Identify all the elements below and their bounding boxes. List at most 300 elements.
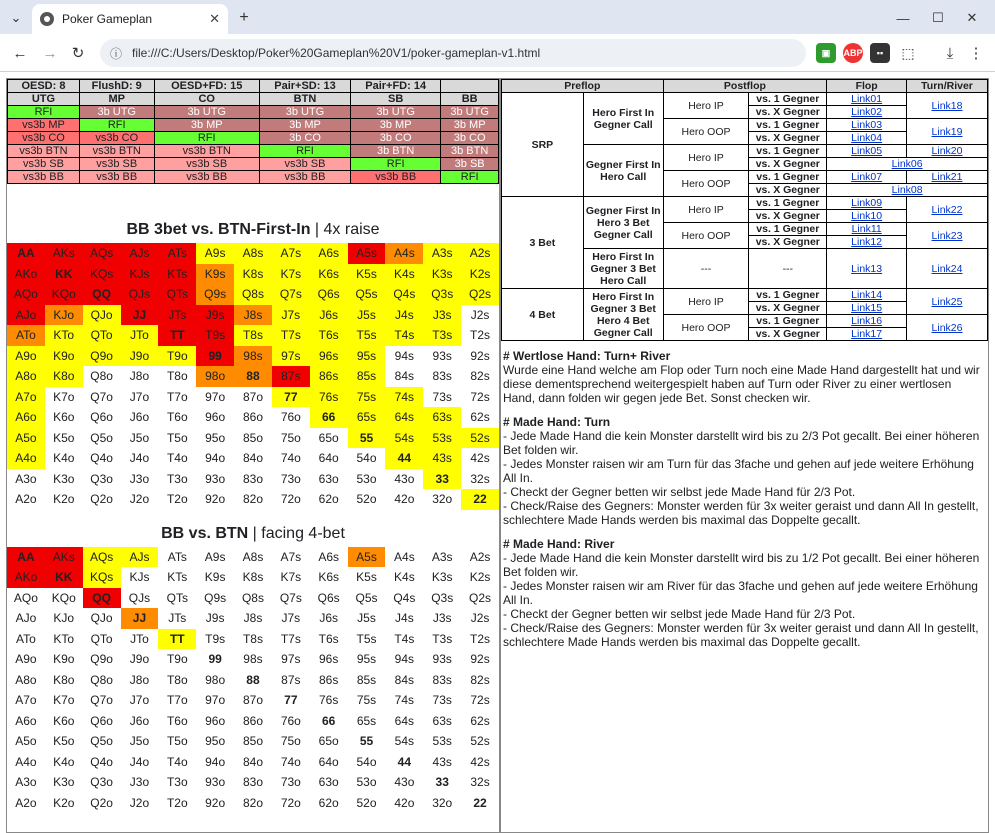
hand-cell: K9o bbox=[45, 649, 83, 670]
hand-cell: 64o bbox=[310, 752, 348, 773]
vx-label: vs. X Gegner bbox=[749, 184, 827, 197]
hand-cell: 72s bbox=[461, 387, 499, 408]
hand-cell: A5s bbox=[348, 547, 386, 568]
link13[interactable]: Link13 bbox=[851, 262, 883, 275]
hand-cell: Q7s bbox=[272, 284, 310, 305]
hand-cell: 32s bbox=[461, 772, 499, 793]
hand-cell: T8s bbox=[234, 629, 272, 650]
hand-cell: 92s bbox=[461, 346, 499, 367]
hand-cell: 42s bbox=[461, 752, 499, 773]
link11[interactable]: Link11 bbox=[851, 223, 882, 235]
back-icon[interactable]: ← bbox=[12, 44, 28, 62]
hand-cell: Q7s bbox=[272, 588, 310, 609]
position-cell: vs3b SB bbox=[79, 158, 154, 171]
position-cell: 3b BTN bbox=[441, 145, 499, 158]
hand-cell: K6s bbox=[310, 567, 348, 588]
hand-cell: A9o bbox=[7, 346, 45, 367]
close-tab-icon[interactable]: ✕ bbox=[209, 11, 220, 26]
hand-cell: A7o bbox=[7, 387, 45, 408]
hand-cell: T3s bbox=[423, 629, 461, 650]
hand-cell: Q9s bbox=[196, 284, 234, 305]
hand-cell: AKo bbox=[7, 264, 45, 285]
link14[interactable]: Link14 bbox=[851, 289, 883, 301]
hand-cell: T5o bbox=[158, 731, 196, 752]
hand-cell: Q4o bbox=[83, 752, 121, 773]
hand-cell: A2o bbox=[7, 489, 45, 510]
hand-cell: K8s bbox=[234, 264, 272, 285]
oop-label: Hero OOP bbox=[663, 315, 749, 341]
hand-cell: T7s bbox=[272, 629, 310, 650]
hand-cell: 32s bbox=[461, 469, 499, 490]
hand-cell: JTo bbox=[121, 325, 159, 346]
hand-cell: J8o bbox=[121, 366, 159, 387]
hand-cell: A3o bbox=[7, 469, 45, 490]
hand-cell: K3o bbox=[45, 469, 83, 490]
hand-cell: 97o bbox=[196, 387, 234, 408]
col-preflop: Preflop bbox=[502, 80, 664, 93]
hand-cell: A5o bbox=[7, 731, 45, 752]
link21[interactable]: Link21 bbox=[931, 171, 963, 183]
hand-cell: T6s bbox=[310, 629, 348, 650]
tab-strip bbox=[0, 0, 995, 34]
position-cell: RFI bbox=[154, 132, 259, 145]
hand-cell: J5o bbox=[121, 731, 159, 752]
hand-cell: A4o bbox=[7, 448, 45, 469]
hand-cell: 84s bbox=[385, 670, 423, 691]
hand-cell: A2s bbox=[461, 547, 499, 568]
link22[interactable]: Link22 bbox=[931, 203, 963, 216]
hand-cell: T5o bbox=[158, 428, 196, 449]
hand-cell: A9o bbox=[7, 649, 45, 670]
position-cell: vs3b CO bbox=[79, 132, 154, 145]
close-window-icon[interactable]: ✕ bbox=[966, 10, 978, 25]
hand-cell: 98s bbox=[234, 649, 272, 670]
toolbar bbox=[0, 34, 995, 72]
hand-cell: J6o bbox=[121, 407, 159, 428]
v1-label: vs. 1 Gegner bbox=[749, 145, 827, 158]
note-text: Wurde eine Hand welche am Flop oder Turn noch eine Made Hand dargestellt hat und wir diese dementsprechend weitergespielt haben auf Turn oder River zu einer wertlosen Hand, dann folden wir gegen jede Bet. Sonst checken wir. bbox=[503, 363, 980, 405]
hand-cell: KQs bbox=[83, 264, 121, 285]
hand-cell: Q4s bbox=[385, 284, 423, 305]
hand-cell: A4s bbox=[385, 547, 423, 568]
hand-cell: J8s bbox=[234, 608, 272, 629]
link26[interactable]: Link26 bbox=[931, 321, 963, 334]
browser-tab[interactable] bbox=[32, 4, 228, 34]
link05[interactable]: Link05 bbox=[851, 145, 883, 157]
hand-cell: T2o bbox=[158, 489, 196, 510]
hand-cell: 65o bbox=[310, 731, 348, 752]
hand-cell: K8o bbox=[45, 366, 83, 387]
hand-cell: T3o bbox=[158, 469, 196, 490]
hand-cell: T6o bbox=[158, 407, 196, 428]
hand-cell: 63s bbox=[423, 711, 461, 732]
hand-cell: J7s bbox=[272, 305, 310, 326]
hand-cell: 65s bbox=[348, 711, 386, 732]
v1-label: vs. 1 Gegner bbox=[749, 223, 827, 236]
link08[interactable]: Link08 bbox=[891, 184, 923, 196]
link06[interactable]: Link06 bbox=[891, 158, 923, 170]
position-cell: vs3b BTN bbox=[154, 145, 259, 158]
hand-cell: 52o bbox=[348, 793, 386, 814]
link03[interactable]: Link03 bbox=[851, 119, 883, 131]
hand-cell: K7o bbox=[45, 690, 83, 711]
position-cell: vs3b SB bbox=[8, 158, 80, 171]
hand-cell: 42o bbox=[385, 793, 423, 814]
hand-cell: KTo bbox=[45, 629, 83, 650]
hand-cell: 93s bbox=[423, 346, 461, 367]
hand-cell: 88 bbox=[234, 670, 272, 691]
hand-cell: QTo bbox=[83, 325, 121, 346]
hand-cell: K4o bbox=[45, 448, 83, 469]
hand-cell: Q3o bbox=[83, 469, 121, 490]
hand-cell: 43o bbox=[385, 772, 423, 793]
link24[interactable]: Link24 bbox=[931, 262, 963, 275]
hand-cell: 77 bbox=[272, 690, 310, 711]
hand-cell: Q8o bbox=[83, 670, 121, 691]
range-matrix-4bet bbox=[7, 547, 499, 814]
hand-cell: T9s bbox=[196, 629, 234, 650]
hand-cell: QTs bbox=[158, 588, 196, 609]
draw-stat: OESD: 8 bbox=[8, 80, 80, 93]
hand-cell: K4s bbox=[385, 264, 423, 285]
hand-cell: 75s bbox=[348, 690, 386, 711]
draw-stat: Pair+SD: 13 bbox=[259, 80, 350, 93]
hand-cell: K9s bbox=[196, 264, 234, 285]
hand-cell: T2s bbox=[461, 325, 499, 346]
hand-cell: 73o bbox=[272, 772, 310, 793]
hand-cell: 98o bbox=[196, 366, 234, 387]
hand-cell: JJ bbox=[121, 608, 159, 629]
hand-cell: 96s bbox=[310, 346, 348, 367]
note-text: - Check/Raise des Gegners: Monster werden für 3x weiter geraist und dann All In gestellt, schlechtere Made Hands werden bis maximal das Doppelte gecallt. bbox=[503, 621, 979, 649]
note-text: - Jedes Monster raisen wir am River für das 3fache und gehen auf jede weitere Erhöhung All In. bbox=[503, 579, 978, 607]
hand-cell: QQ bbox=[83, 588, 121, 609]
hand-cell: T6s bbox=[310, 325, 348, 346]
hand-cell: A9s bbox=[196, 547, 234, 568]
hand-cell: J3o bbox=[121, 772, 159, 793]
hand-cell: K5s bbox=[348, 567, 386, 588]
hand-cell: 42o bbox=[385, 489, 423, 510]
hand-cell: 96s bbox=[310, 649, 348, 670]
hand-cell: 74o bbox=[272, 448, 310, 469]
hand-cell: 86s bbox=[310, 366, 348, 387]
vx-label: vs. X Gegner bbox=[749, 158, 827, 171]
note-heading: # Made Hand: River bbox=[503, 537, 615, 551]
hand-cell: 83o bbox=[234, 469, 272, 490]
address-bar[interactable] bbox=[100, 39, 806, 67]
position-cell: vs3b MP bbox=[8, 119, 80, 132]
link10[interactable]: Link10 bbox=[851, 210, 883, 222]
hand-cell: T2s bbox=[461, 629, 499, 650]
hand-cell: K9o bbox=[45, 346, 83, 367]
hand-cell: 42s bbox=[461, 448, 499, 469]
hand-cell: 94o bbox=[196, 448, 234, 469]
hand-cell: T9o bbox=[158, 346, 196, 367]
oop-label: Hero OOP bbox=[663, 223, 749, 249]
download-icon[interactable]: ⤓ bbox=[946, 44, 954, 62]
position-cell: vs3b BB bbox=[351, 171, 441, 184]
note-heading: # Wertlose Hand: Turn+ River bbox=[503, 349, 671, 363]
position-cell: 3b MP bbox=[441, 119, 499, 132]
hand-cell: 32o bbox=[423, 489, 461, 510]
hand-cell: 55 bbox=[348, 731, 386, 752]
hand-cell: 97s bbox=[272, 346, 310, 367]
hand-cell: 85s bbox=[348, 670, 386, 691]
hand-cell: 82o bbox=[234, 793, 272, 814]
position-cell: 3b BTN bbox=[351, 145, 441, 158]
hand-cell: K3s bbox=[423, 264, 461, 285]
hand-cell: 97o bbox=[196, 690, 234, 711]
position-header: CO bbox=[154, 93, 259, 106]
hand-cell: 83s bbox=[423, 670, 461, 691]
link09[interactable]: Link09 bbox=[851, 197, 883, 209]
maximize-icon[interactable]: ☐ bbox=[932, 10, 944, 25]
hand-cell: TT bbox=[158, 325, 196, 346]
hand-cell: 95o bbox=[196, 428, 234, 449]
hand-cell: A7s bbox=[272, 547, 310, 568]
hand-cell: A6o bbox=[7, 711, 45, 732]
hand-cell: J4o bbox=[121, 448, 159, 469]
link25[interactable]: Link25 bbox=[931, 295, 963, 308]
hand-cell: T3o bbox=[158, 772, 196, 793]
hand-cell: 75o bbox=[272, 428, 310, 449]
hand-cell: AJs bbox=[121, 243, 159, 264]
hand-cell: K6o bbox=[45, 407, 83, 428]
hand-cell: A4s bbox=[385, 243, 423, 264]
hand-cell: K2o bbox=[45, 793, 83, 814]
hand-cell: K3s bbox=[423, 567, 461, 588]
link12[interactable]: Link12 bbox=[851, 236, 883, 248]
link18[interactable]: Link18 bbox=[931, 99, 963, 112]
hand-cell: Q8s bbox=[234, 588, 272, 609]
hand-cell: 85o bbox=[234, 731, 272, 752]
hand-cell: Q5s bbox=[348, 588, 386, 609]
link16[interactable]: Link16 bbox=[851, 315, 883, 327]
col-postflop: Postflop bbox=[663, 80, 827, 93]
hand-cell: Q4o bbox=[83, 448, 121, 469]
hand-cell: 82s bbox=[461, 366, 499, 387]
position-cell: 3b MP bbox=[259, 119, 350, 132]
hand-cell: KQo bbox=[45, 284, 83, 305]
hand-cell: AQo bbox=[7, 284, 45, 305]
url-text: file:///C:/Users/Desktop/Poker%20Gameplan%20V1/poker-gameplan-v1.html bbox=[132, 46, 541, 60]
hand-cell: J8s bbox=[234, 305, 272, 326]
hand-cell: Q6o bbox=[83, 407, 121, 428]
position-cell: vs3b BTN bbox=[79, 145, 154, 158]
hand-cell: 93o bbox=[196, 469, 234, 490]
hand-cell: KJs bbox=[121, 567, 159, 588]
hand-cell: 95s bbox=[348, 346, 386, 367]
link15[interactable]: Link15 bbox=[851, 302, 883, 314]
gameplan-table bbox=[501, 79, 988, 341]
hand-cell: J5s bbox=[348, 608, 386, 629]
hand-cell: J2o bbox=[121, 489, 159, 510]
hand-cell: TT bbox=[158, 629, 196, 650]
hand-cell: 86o bbox=[234, 711, 272, 732]
hand-cell: J6s bbox=[310, 305, 348, 326]
oop-label: Hero OOP bbox=[663, 119, 749, 145]
hand-cell: Q9o bbox=[83, 346, 121, 367]
hand-cell: 87s bbox=[272, 366, 310, 387]
hand-cell: J8o bbox=[121, 670, 159, 691]
hand-cell: 86s bbox=[310, 670, 348, 691]
hand-cell: 52o bbox=[348, 489, 386, 510]
hand-cell: 76o bbox=[272, 711, 310, 732]
hand-cell: 33 bbox=[423, 772, 461, 793]
hand-cell: AJo bbox=[7, 305, 45, 326]
hand-cell: 54s bbox=[385, 428, 423, 449]
3bet-label: 3 Bet bbox=[502, 197, 584, 289]
hand-cell: QQ bbox=[83, 284, 121, 305]
hand-cell: 76s bbox=[310, 387, 348, 408]
hand-cell: 98o bbox=[196, 670, 234, 691]
extension-green-icon[interactable]: ▣ bbox=[816, 43, 836, 63]
hand-cell: 94s bbox=[385, 649, 423, 670]
hand-cell: 95s bbox=[348, 649, 386, 670]
v1-label: vs. 1 Gegner bbox=[749, 119, 827, 132]
hand-cell: 54o bbox=[348, 752, 386, 773]
hand-cell: J2o bbox=[121, 793, 159, 814]
hand-cell: J6o bbox=[121, 711, 159, 732]
link07[interactable]: Link07 bbox=[851, 171, 883, 183]
4bet-label: 4 Bet bbox=[502, 289, 584, 341]
hand-cell: A6s bbox=[310, 243, 348, 264]
position-cell: vs3b BTN bbox=[8, 145, 80, 158]
dash-label: --- bbox=[749, 249, 827, 289]
link20[interactable]: Link20 bbox=[931, 145, 963, 157]
hand-cell: 54o bbox=[348, 448, 386, 469]
link04[interactable]: Link04 bbox=[851, 132, 883, 144]
hand-cell: 66 bbox=[310, 711, 348, 732]
hand-cell: J5s bbox=[348, 305, 386, 326]
hand-cell: 72s bbox=[461, 690, 499, 711]
hand-cell: 85o bbox=[234, 428, 272, 449]
hand-cell: AKs bbox=[45, 243, 83, 264]
hand-cell: AKs bbox=[45, 547, 83, 568]
globe-icon bbox=[40, 12, 54, 26]
hand-cell: 84o bbox=[234, 448, 272, 469]
minimize-icon[interactable]: — bbox=[896, 10, 910, 26]
menu-kebab-icon[interactable]: ⋮ bbox=[968, 45, 984, 62]
hand-cell: Q3o bbox=[83, 772, 121, 793]
hand-cell: A3s bbox=[423, 243, 461, 264]
hand-cell: Q2o bbox=[83, 489, 121, 510]
hand-cell: 85s bbox=[348, 366, 386, 387]
hand-cell: K5o bbox=[45, 428, 83, 449]
vx-label: vs. X Gegner bbox=[749, 236, 827, 249]
hand-cell: 52s bbox=[461, 428, 499, 449]
hand-cell: 84s bbox=[385, 366, 423, 387]
hand-cell: 53s bbox=[423, 731, 461, 752]
position-header: BB bbox=[441, 93, 499, 106]
hand-cell: KTo bbox=[45, 325, 83, 346]
link02[interactable]: Link02 bbox=[851, 106, 883, 118]
positions-table bbox=[7, 79, 499, 184]
hand-cell: 74s bbox=[385, 387, 423, 408]
new-tab-icon[interactable]: + bbox=[239, 9, 249, 26]
position-cell: 3b UTG bbox=[154, 106, 259, 119]
hand-cell: 65o bbox=[310, 428, 348, 449]
link17[interactable]: Link17 bbox=[851, 328, 883, 340]
link19[interactable]: Link19 bbox=[931, 125, 963, 138]
extensions-puzzle-icon[interactable]: ⬚ bbox=[901, 44, 915, 61]
forward-icon[interactable]: → bbox=[42, 44, 58, 62]
position-cell: RFI bbox=[79, 119, 154, 132]
link01[interactable]: Link01 bbox=[851, 93, 883, 105]
left-pane bbox=[6, 78, 500, 833]
hand-cell: A4o bbox=[7, 752, 45, 773]
hand-cell: 96o bbox=[196, 407, 234, 428]
hand-cell: A8s bbox=[234, 243, 272, 264]
hfi-g3-label: Hero First In Gegner 3 Bet Hero Call bbox=[583, 249, 663, 289]
hand-cell: AJo bbox=[7, 608, 45, 629]
info-icon[interactable]: ⓘ bbox=[110, 46, 123, 61]
ip-label: Hero IP bbox=[663, 289, 749, 315]
position-cell: vs3b BB bbox=[259, 171, 350, 184]
hand-cell: 92s bbox=[461, 649, 499, 670]
hand-cell: T7s bbox=[272, 325, 310, 346]
hand-cell: 64o bbox=[310, 448, 348, 469]
hand-cell: 55 bbox=[348, 428, 386, 449]
hand-cell: 63o bbox=[310, 772, 348, 793]
draw-stat: FlushD: 9 bbox=[79, 80, 154, 93]
hand-cell: 98s bbox=[234, 346, 272, 367]
hand-cell: 52s bbox=[461, 731, 499, 752]
link23[interactable]: Link23 bbox=[931, 229, 963, 242]
hand-cell: 65s bbox=[348, 407, 386, 428]
hand-cell: AA bbox=[7, 547, 45, 568]
hand-cell: J2s bbox=[461, 608, 499, 629]
col-turn-river: Turn/River bbox=[907, 80, 988, 93]
hand-cell: KTs bbox=[158, 567, 196, 588]
reload-icon[interactable]: ↻ bbox=[71, 45, 85, 62]
hand-cell: T8o bbox=[158, 670, 196, 691]
position-cell: RFI bbox=[441, 171, 499, 184]
hand-cell: 53s bbox=[423, 428, 461, 449]
hand-cell: 54s bbox=[385, 731, 423, 752]
hand-cell: J4s bbox=[385, 608, 423, 629]
srp-label: SRP bbox=[502, 93, 584, 197]
position-cell: 3b CO bbox=[351, 132, 441, 145]
hand-cell: 62o bbox=[310, 489, 348, 510]
hand-cell: 77 bbox=[272, 387, 310, 408]
hand-cell: 92o bbox=[196, 489, 234, 510]
hand-cell: 87o bbox=[234, 387, 272, 408]
hand-cell: 92o bbox=[196, 793, 234, 814]
hand-cell: K5s bbox=[348, 264, 386, 285]
hand-cell: 62s bbox=[461, 711, 499, 732]
hand-cell: AJs bbox=[121, 547, 159, 568]
hand-cell: T3s bbox=[423, 325, 461, 346]
hand-cell: A7o bbox=[7, 690, 45, 711]
hand-cell: 62o bbox=[310, 793, 348, 814]
hand-cell: Q2s bbox=[461, 588, 499, 609]
hand-cell: T4o bbox=[158, 752, 196, 773]
hand-cell: K4s bbox=[385, 567, 423, 588]
tab-search-chevron-icon[interactable]: ⌄ bbox=[10, 10, 22, 25]
adblock-icon[interactable]: ABP bbox=[843, 43, 863, 63]
hand-cell: A2s bbox=[461, 243, 499, 264]
position-cell: 3b MP bbox=[351, 119, 441, 132]
extension-dark-icon[interactable]: ▪▪ bbox=[870, 43, 890, 63]
draw-stat bbox=[441, 80, 499, 93]
hand-cell: 82s bbox=[461, 670, 499, 691]
hand-cell: 33 bbox=[423, 469, 461, 490]
hand-cell: T8s bbox=[234, 325, 272, 346]
hand-cell: KJo bbox=[45, 608, 83, 629]
hand-cell: KK bbox=[45, 567, 83, 588]
hand-cell: J9s bbox=[196, 608, 234, 629]
